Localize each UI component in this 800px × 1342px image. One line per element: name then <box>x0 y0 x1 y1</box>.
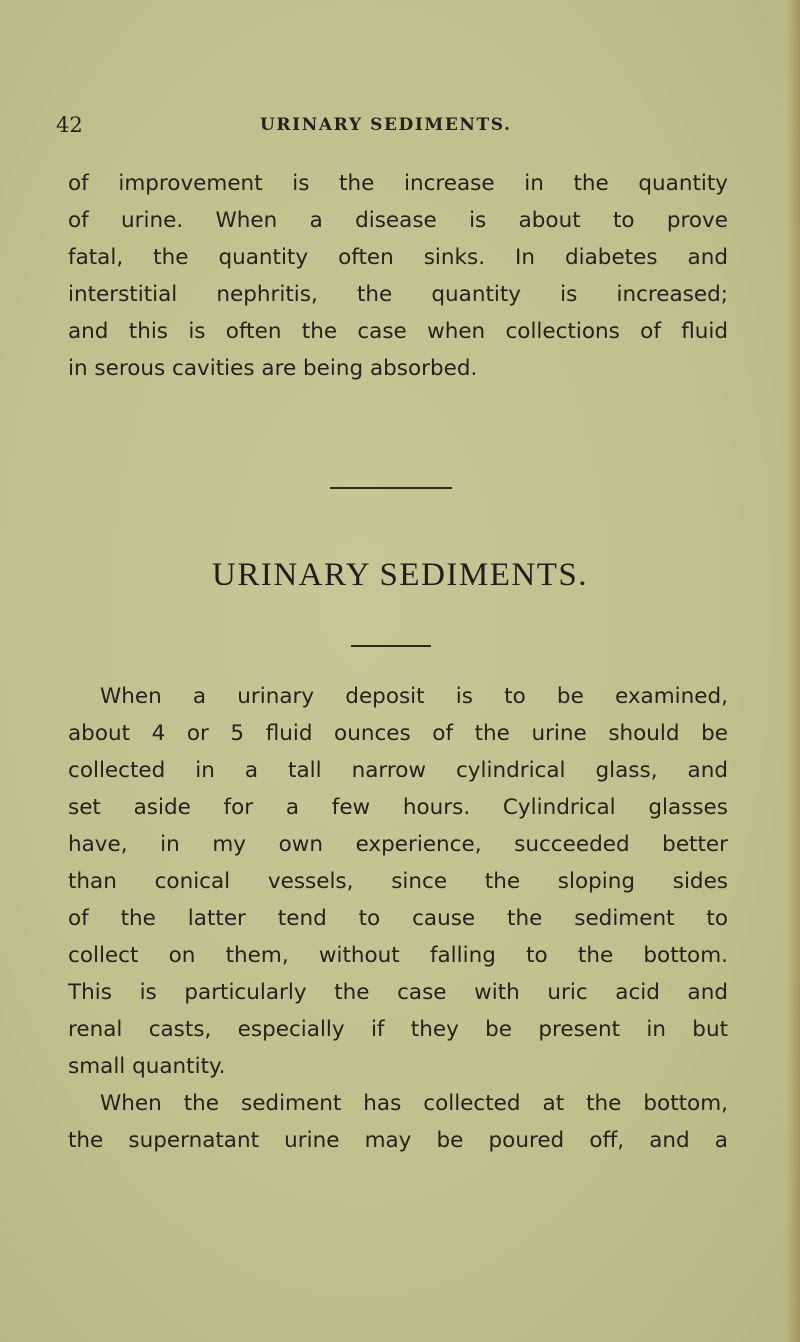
page-edge-shadow <box>786 0 800 1342</box>
text-line: collected in a tall narrow cylindrical glass, and <box>68 758 728 783</box>
text-line: have, in my own experience, succeeded better <box>68 832 728 857</box>
section-rule-top <box>330 487 452 489</box>
text-line: than conical vessels, since the sloping sides <box>68 869 728 894</box>
paragraph-1 <box>68 165 728 387</box>
text-line: of the latter tend to cause the sediment to <box>68 906 728 931</box>
text-line: This is particularly the case with uric acid and <box>68 980 728 1005</box>
text-line: When a urinary deposit is to be examined, <box>100 684 728 709</box>
text-line: and this is often the case when collections of fluid <box>68 319 728 344</box>
text-line: fatal, the quantity often sinks. In diabetes and <box>68 245 728 270</box>
text-line: set aside for a few hours. Cylindrical glasses <box>68 795 728 820</box>
page-number: 42 <box>56 113 83 137</box>
text-line: about 4 or 5 fluid ounces of the urine should be <box>68 721 728 746</box>
text-line: interstitial nephritis, the quantity is increased; <box>68 282 728 307</box>
text-line: When the sediment has collected at the bottom, <box>100 1091 728 1116</box>
text-line: of improvement is the increase in the quantity <box>68 171 728 196</box>
paragraph-2 <box>68 678 728 1085</box>
text-line: collect on them, without falling to the bottom. <box>68 943 728 968</box>
text-line: renal casts, especially if they be present in but <box>68 1017 728 1042</box>
text-line: the supernatant urine may be poured off, and a <box>68 1128 728 1153</box>
running-title: URINARY SEDIMENTS. <box>260 115 512 135</box>
running-head <box>56 113 736 143</box>
text-line: small quantity. <box>68 1054 226 1079</box>
section-title: URINARY SEDIMENTS. <box>212 557 588 593</box>
text-line: of urine. When a disease is about to prove <box>68 208 728 233</box>
paragraph-3 <box>68 1085 728 1159</box>
section-rule-bottom <box>351 645 431 647</box>
text-line: in serous cavities are being absorbed. <box>68 356 478 381</box>
